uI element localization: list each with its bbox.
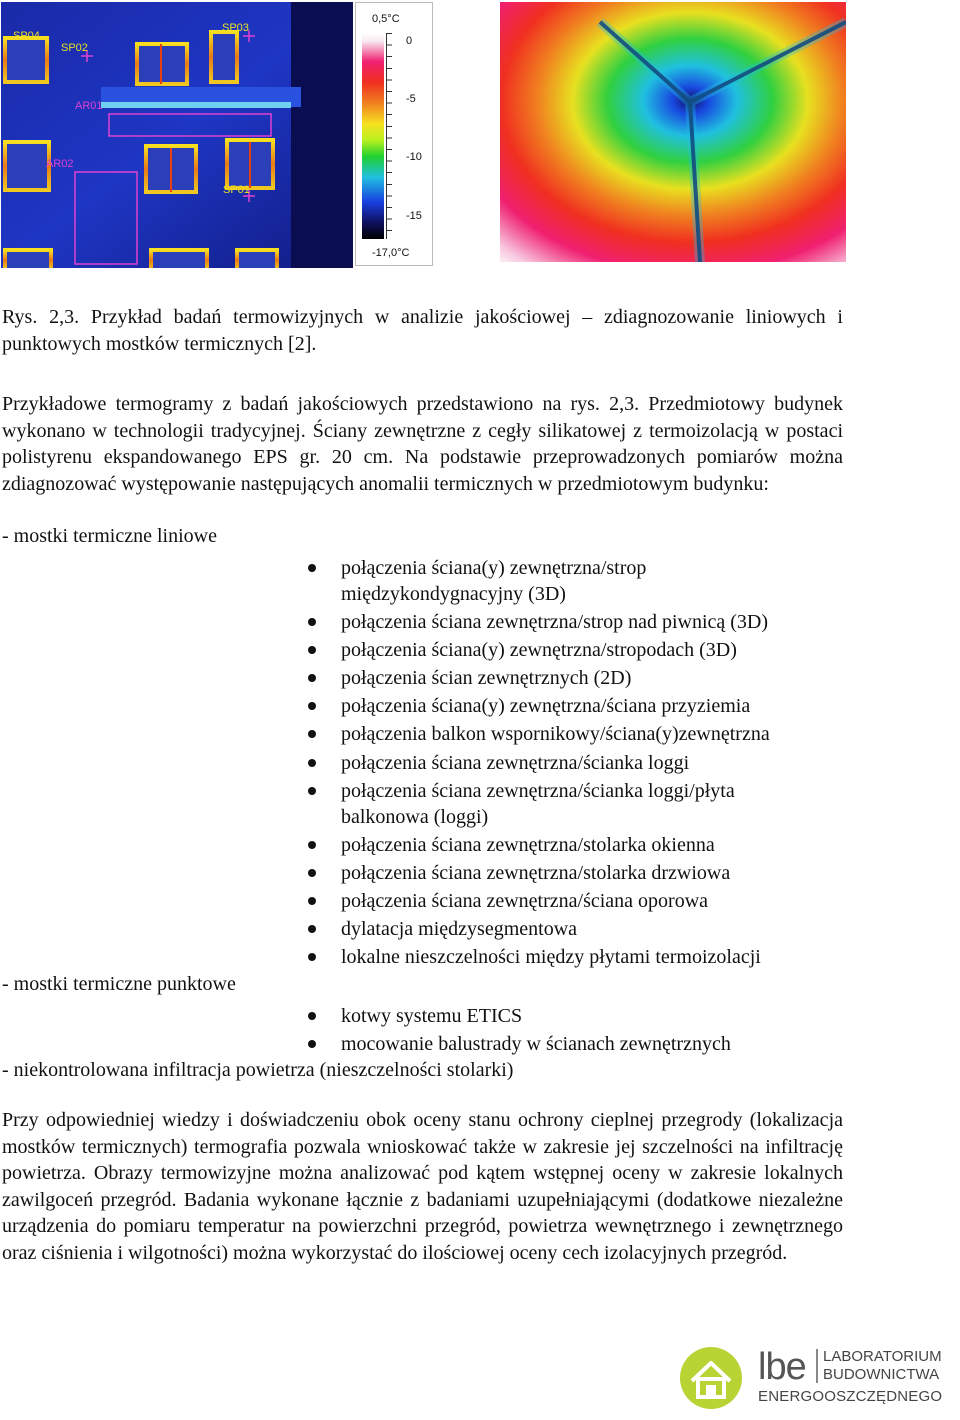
list-item: lokalne nieszczelności między płytami termoizolacji: [341, 944, 841, 971]
list-item: połączenia ściana zewnętrzna/stolarka drzwiowa: [341, 860, 841, 887]
scale-label-10: -10: [406, 151, 422, 163]
marker-ar02: AR02: [46, 158, 74, 170]
logo-line-1: LABORATORIUM: [823, 1348, 942, 1365]
scale-label-15: -15: [406, 210, 422, 222]
marker-sp01: SP01: [223, 184, 250, 196]
list-item: mocowanie balustrady w ścianach zewnętrznych: [341, 1031, 841, 1058]
marker-sp04: SP04: [13, 30, 40, 42]
marker-sp03: SP03: [222, 22, 249, 34]
marker-ar01: AR01: [75, 100, 103, 112]
list-item-continuation: balkonowa (loggi): [341, 806, 489, 828]
house-leaf-icon: [678, 1345, 744, 1411]
list-item: kotwy systemu ETICS: [341, 1003, 841, 1030]
scale-color-bar: [362, 33, 384, 239]
intro-paragraph: Przykładowe termogramy z badań jakościowych przedstawiono na rys. 2,3. Przedmiotowy budynek wykonano w technologii tradycyjnej. Ściany zewnętrzne z cegły silikatowej z termoizolacją w postaci polistyrenu ekspandowanego EPS gr. 20 cm. Na podstawie przeprowadzonych pomiarów można zdiagnozować występowanie następujących anomalii termicznych w przedmiotowym budynku:: [2, 393, 843, 495]
closing-paragraph: Przy odpowiedniej wiedzy i doświadczeniu obok oceny stanu ochrony cieplnej przegrody (lokalizacja mostków termicznych) termografia pozwala wnioskować także w zakresie jej szczelności na infiltrację powietrza. Obrazy termowizyjne można analizować pod kątem wstępnej oceny w zakresie lokalnych zawilgoceń przegród. Badania wykonane łącznie z badaniami uzupełniającymi (dodatkowe niezależne urządzenia do pomiaru temperatur na powierzchni przegród, powietrza wewnętrznego i zewnętrznego oraz ciśnienia i wilgotności) można wykorzystać do ilościowej oceny cech izolacyjnych przegród.: [2, 1109, 843, 1264]
lbe-logo: [678, 1343, 958, 1413]
list-item: połączenia ściana zewnętrzna/ścianka loggi/płyta: [341, 778, 841, 805]
thermogram-facade: [1, 2, 353, 268]
logo-line-3: ENERGOOSZCZĘDNEGO: [758, 1388, 943, 1405]
list-item: dylatacja międzysegmentowa: [341, 916, 841, 943]
marker-sp02: SP02: [61, 42, 88, 54]
scale-label-5: -5: [406, 93, 416, 105]
logo-divider: [816, 1349, 818, 1383]
logo-line-2: BUDOWNICTWA: [823, 1366, 940, 1383]
temperature-scale: [355, 2, 433, 266]
list-item: połączenia ściana zewnętrzna/stolarka okienna: [341, 832, 841, 859]
list-item: połączenia ściana zewnętrzna/ściana oporowa: [341, 888, 841, 915]
list-item: połączenia ściana(y) zewnętrzna/stropodach (3D): [341, 637, 841, 664]
figure-caption: Rys. 2,3. Przykład badań termowizyjnych w analizie jakościowej – zdiagnozowanie liniowych i punktowych mostków termicznych [2].: [2, 306, 843, 355]
heading-infiltration: - niekontrolowana infiltracja powietrza (nieszczelności stolarki): [2, 1059, 514, 1081]
logo-mark: lbe: [758, 1346, 806, 1388]
list-item: połączenia ścian zewnętrznych (2D): [341, 665, 841, 692]
heading-linear-bridges: - mostki termiczne liniowe: [2, 525, 217, 547]
list-item: połączenia ściana(y) zewnętrzna/ściana przyziemia: [341, 693, 841, 720]
list-item: połączenia ściana(y) zewnętrzna/strop: [341, 555, 841, 582]
list-item: połączenia balkon wspornikowy/ściana(y)zewnętrzna: [341, 721, 841, 748]
scale-label-max: 0,5°C: [372, 13, 400, 25]
scale-label-min: -17,0°C: [372, 247, 410, 259]
thermogram-corner: [500, 2, 846, 262]
scale-label-0: 0: [406, 35, 413, 47]
scale-ticks: [386, 33, 395, 239]
list-item: połączenia ściana zewnętrzna/strop nad piwnicą (3D): [341, 609, 841, 636]
list-item: połączenia ściana zewnętrzna/ścianka loggi: [341, 750, 841, 777]
list-item-continuation: międzykondygnacyjny (3D): [341, 583, 566, 605]
heading-point-bridges: - mostki termiczne punktowe: [2, 973, 236, 995]
